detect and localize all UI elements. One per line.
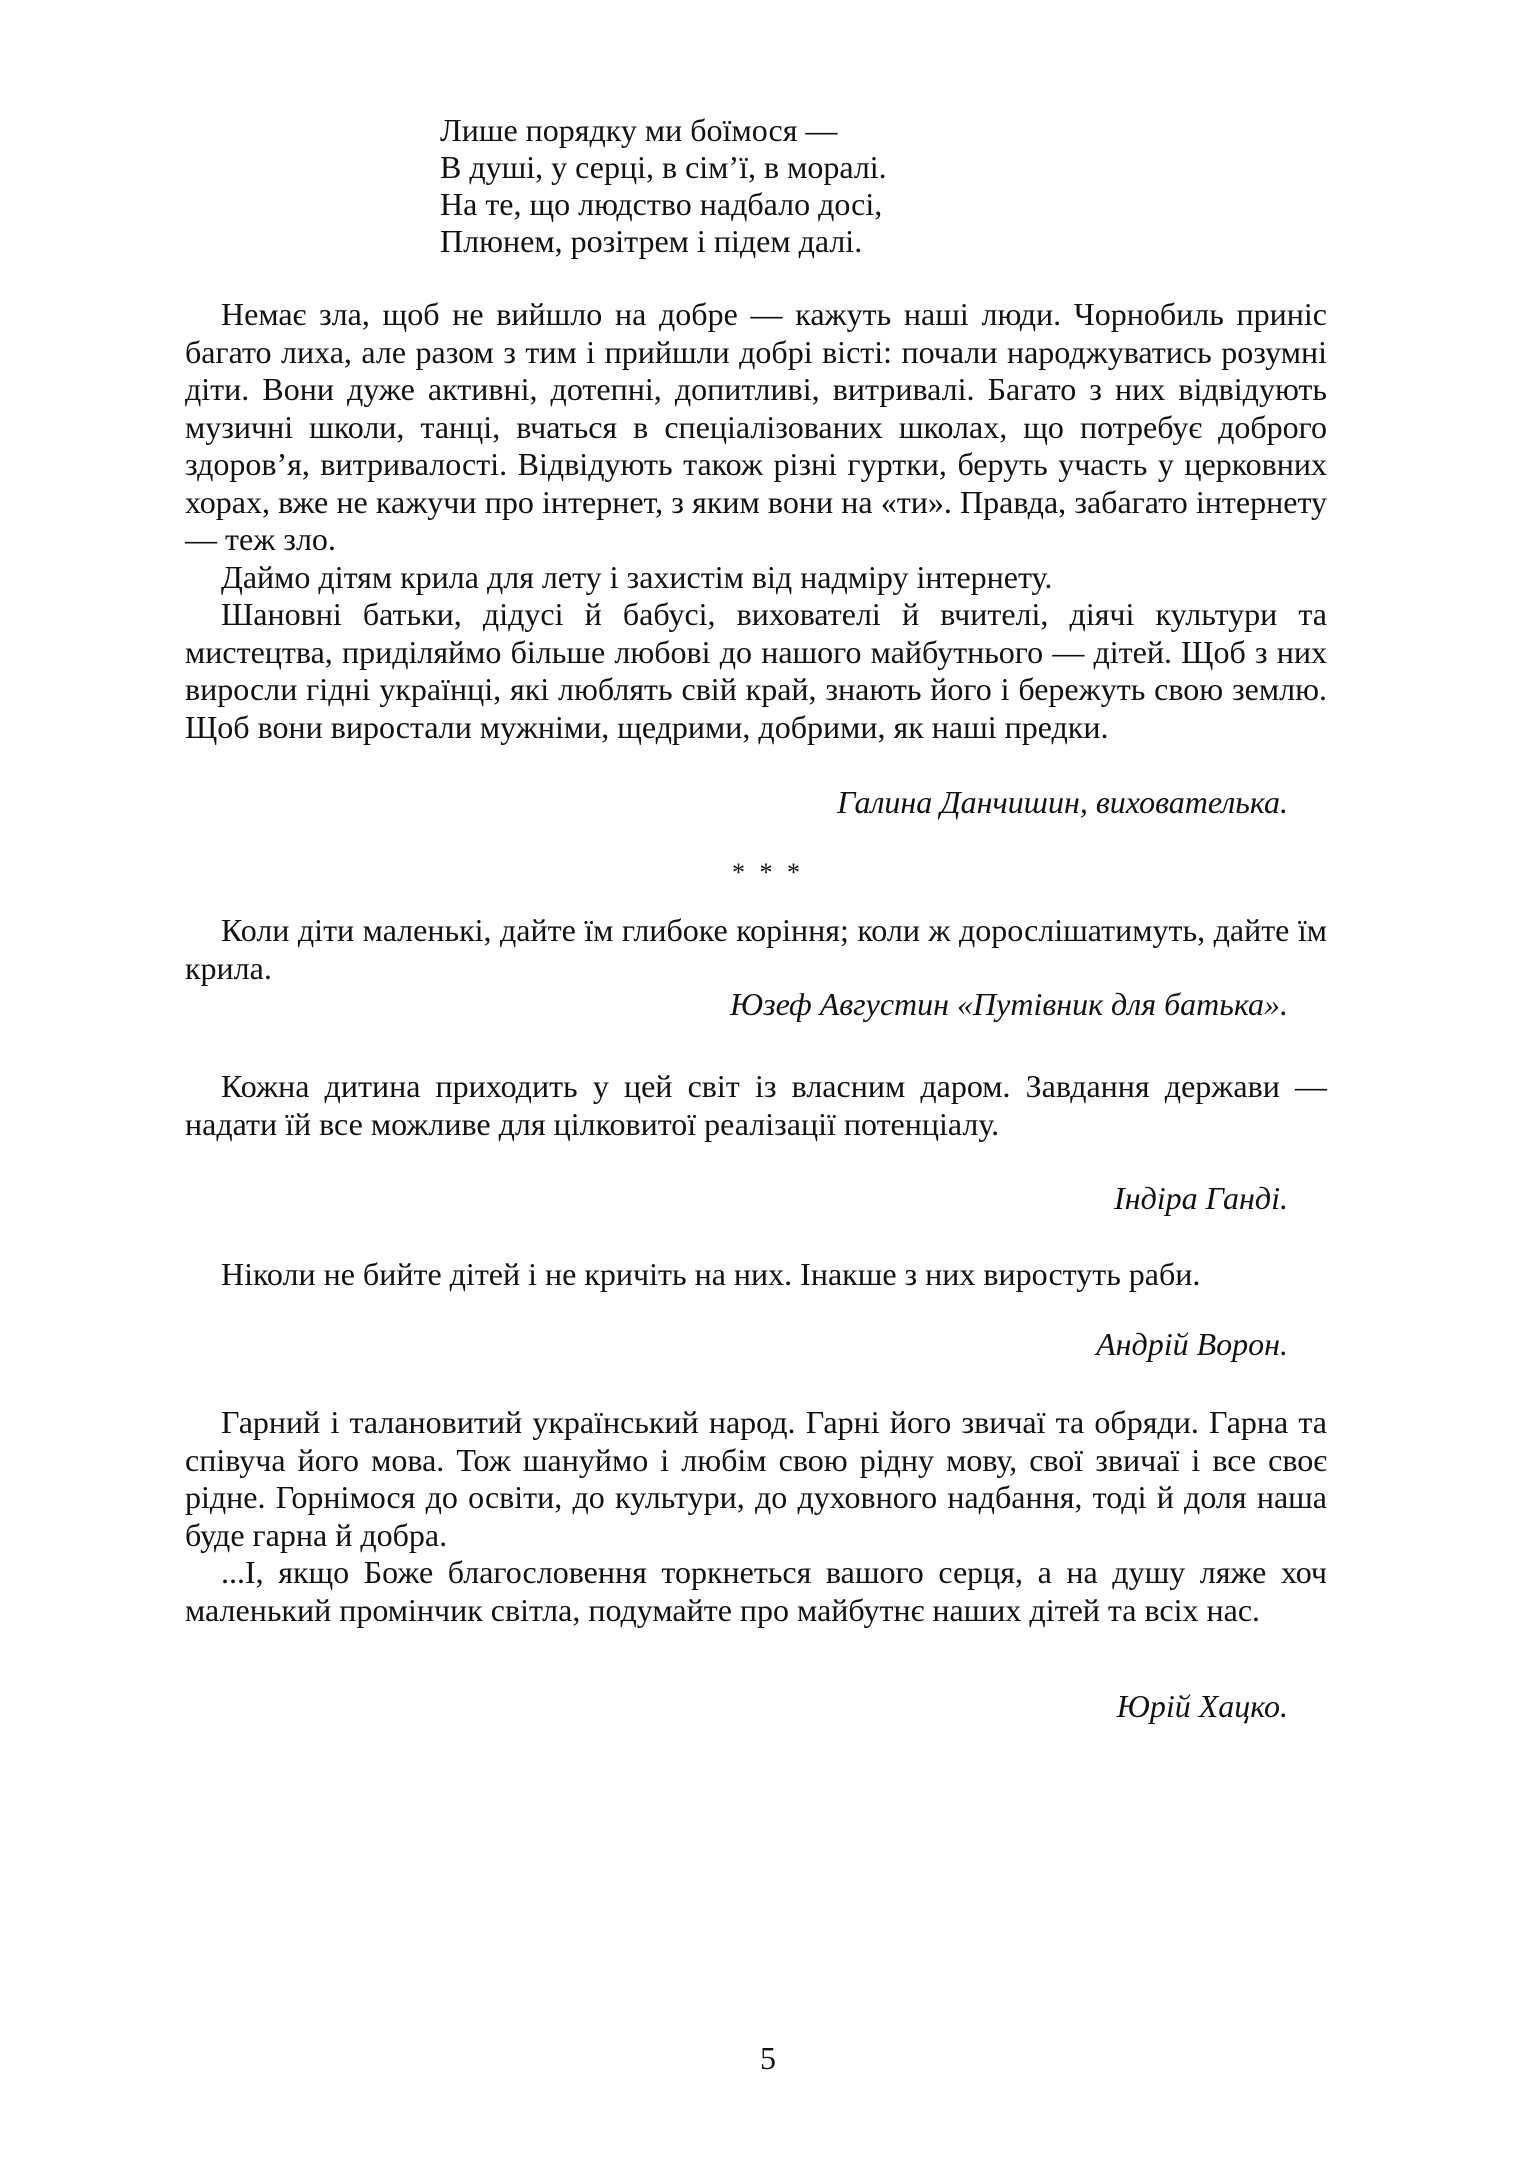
quote-author: Індіра Ганді. — [1114, 1180, 1288, 1216]
paragraph: Шановні батьки, дідусі й бабусі, вихователі й вчителі, діячі культури та мистецтва, приділяймо більше любові до нашого майбутнього — дітей. Щоб з них виросли гідні українці, які люблять свій край, знають його і бережуть свою землю. Щоб вони виростали мужніми, щедрими, добрими, як наші предки. — [185, 596, 1327, 745]
signature: Галина Данчишин, вихователька. — [837, 784, 1288, 820]
quote-text: Коли діти маленькі, дайте їм глибоке коріння; коли ж дорослішатимуть, дайте їм крила. — [185, 912, 1327, 986]
poem-line: В душі, у серці, в сім’ї, в моралі. — [440, 149, 887, 185]
section-separator: * * * — [732, 858, 804, 887]
paragraph: ...І, якщо Боже благословення торкнеться вашого серця, а на душу ляже хоч маленький промінчик світла, подумайте про майбутнє наших дітей та всіх нас. — [185, 1554, 1327, 1628]
quote-author: Юзеф Августин «Путівник для батька». — [730, 986, 1288, 1022]
paragraph: Гарний і талановитий український народ. Гарні його звичаї та обряди. Гарна та співуча його мова. Тож шануймо і любім свою рідну мову, свої звичаї і все своє рідне. Горнімося до освіти, до культури, до духовного надбання, тоді й доля наша буде гарна й добра. — [185, 1404, 1327, 1553]
quote-author: Андрій Ворон. — [1096, 1326, 1288, 1362]
quote-1 — [185, 912, 1327, 987]
poem-line: На те, що людство надбало досі, — [440, 186, 883, 222]
quote-2 — [185, 1068, 1327, 1143]
quote-text: Кожна дитина приходить у цей світ із власним даром. Завдання держави — надати їй все можливе для цілковитої реалізації потенціалу. — [185, 1068, 1327, 1142]
page-number: 5 — [760, 2040, 776, 2076]
section-2-body — [185, 1404, 1327, 1629]
poem-line: Лише порядку ми боїмося — — [440, 112, 838, 148]
paragraph: Немає зла, щоб не вийшло на добре — кажуть наші люди. Чорнобиль приніс багато лиха, але разом з тим і прийшли добрі вісті: почали народжуватись розумні діти. Вони дуже активні, дотепні, допитливі, витривалі. Багато з них відвідують музичні школи, танці, вчаться в спеціалізованих школах, що потребує доброго здоров’я, витривалості. Відвідують також різні гуртки, беруть участь у церковних хорах, вже не кажучи про інтернет, з яким вони на «ти». Правда, забагато інтернету — теж зло. — [185, 296, 1327, 557]
section-1-body — [185, 296, 1327, 746]
quote-text: Ніколи не бийте дітей і не кричіть на них. Інакше з них виростуть раби. — [221, 1256, 1201, 1292]
quote-3 — [185, 1256, 1327, 1294]
poem-stanza — [440, 112, 887, 260]
signature: Юрій Хацко. — [1116, 1688, 1288, 1724]
paragraph: Даймо дітям крила для лету і захистім від надміру інтернету. — [221, 558, 1053, 595]
poem-line: Плюнем, розітрем і підем далі. — [440, 223, 863, 259]
